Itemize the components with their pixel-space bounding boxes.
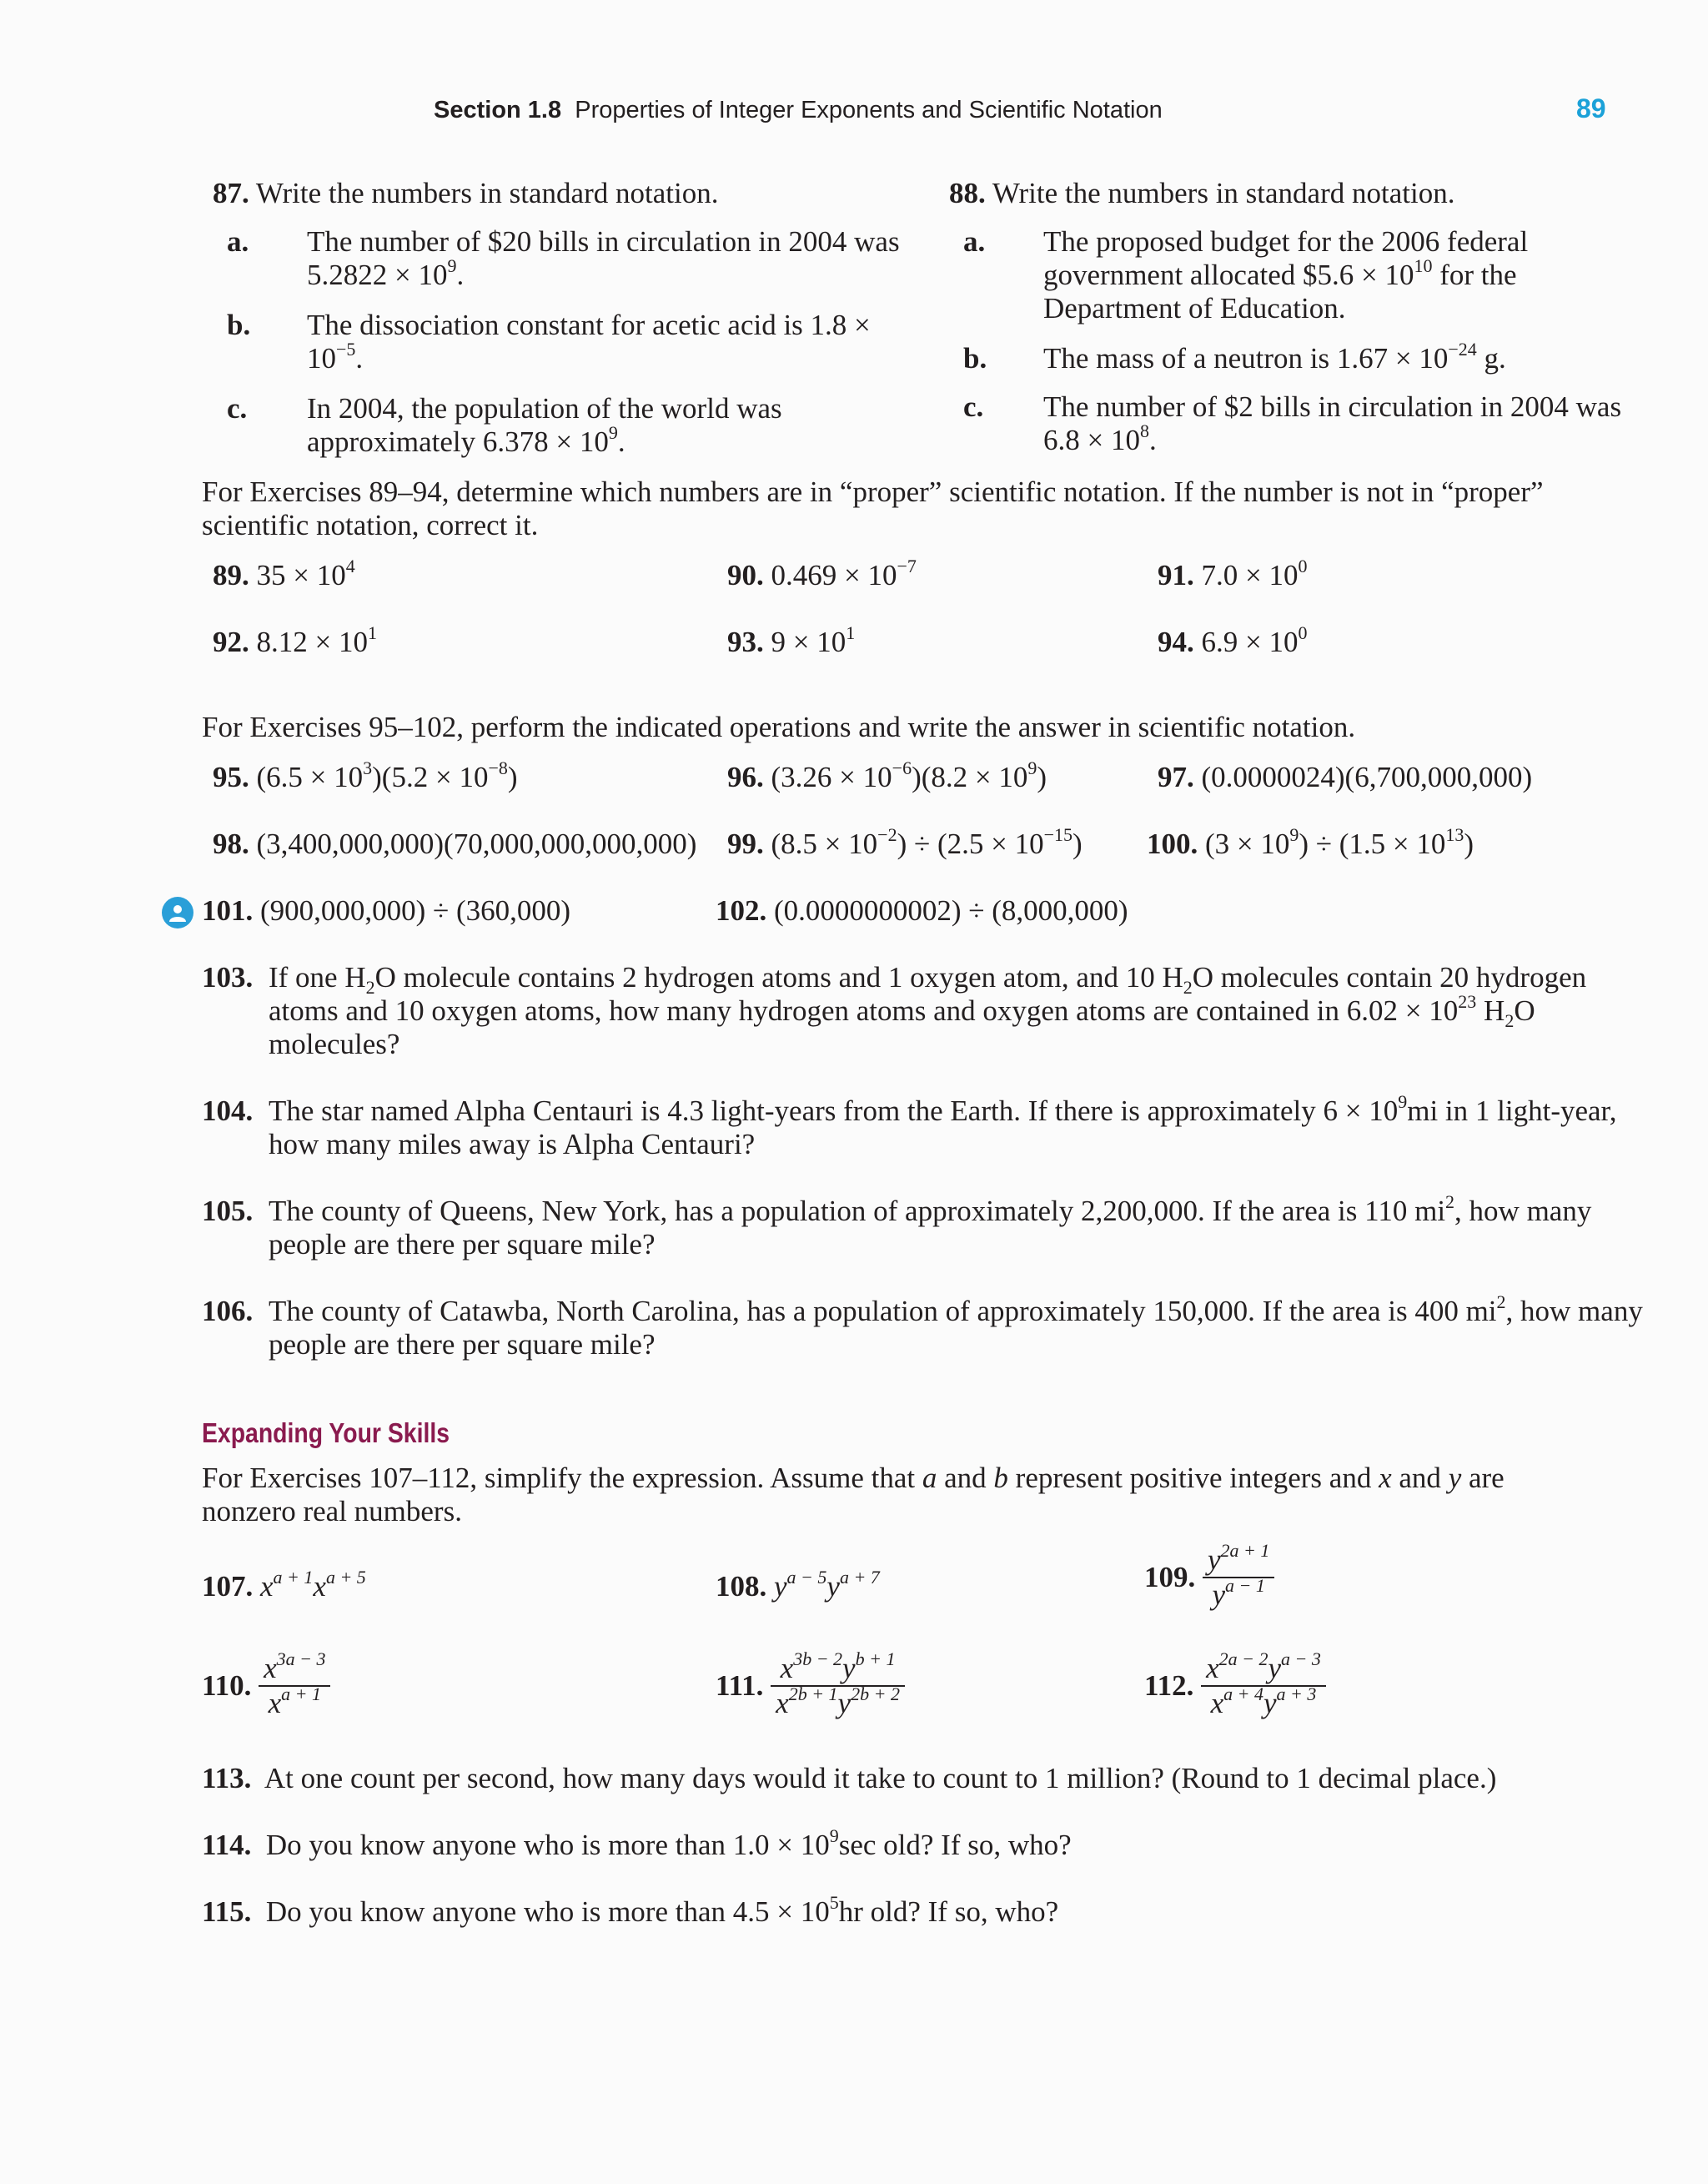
- part-end: .: [456, 259, 465, 291]
- exponent: −2: [877, 824, 897, 846]
- part-label: a.: [963, 225, 986, 258]
- exercise-number: 108.: [716, 1570, 767, 1603]
- text-part: O molecule contains 2 hydrogen atoms and 1 oxygen atom, and 10 H: [374, 961, 1183, 994]
- part-label: b.: [963, 342, 987, 375]
- exercise-94: [1158, 622, 1308, 659]
- subscript: 2: [1183, 977, 1193, 998]
- variable: x: [780, 1652, 794, 1684]
- exercise-90: [727, 556, 917, 592]
- expression: (0.0000000002) ÷ (8,000,000): [774, 894, 1128, 927]
- part-c: [963, 390, 1627, 457]
- exercise-text: Write the numbers in standard notation.: [992, 177, 1455, 209]
- expression: 6.9 × 10: [1201, 626, 1299, 658]
- exercise-number: 89.: [213, 559, 249, 591]
- expression: 9 × 10: [771, 626, 846, 658]
- variable: y: [1263, 1687, 1277, 1719]
- exercise-number: 97.: [1158, 761, 1194, 793]
- exercise-97: [1158, 761, 1532, 794]
- exercise-number: 94.: [1158, 626, 1194, 658]
- exponent: 2b + 1: [788, 1683, 838, 1705]
- variable: x: [776, 1687, 789, 1719]
- text-part: O molecules?: [269, 994, 1535, 1060]
- exercise-number: 91.: [1158, 559, 1194, 591]
- variable: a: [922, 1462, 937, 1494]
- denominator: [259, 1683, 330, 1719]
- exercise-number: 95.: [213, 761, 249, 793]
- exercise-103: [202, 961, 1645, 1061]
- exponent: −8: [488, 757, 508, 779]
- text-part: are nonzero real numbers.: [202, 1462, 1505, 1527]
- exercise-105: [202, 1191, 1670, 1261]
- exponent: 9: [447, 255, 457, 277]
- exponent: 3b − 2: [793, 1648, 843, 1670]
- part-text: The mass of a neutron is 1.67 × 10: [1043, 342, 1449, 375]
- text-part: , how many people are there per square mile?: [269, 1295, 1643, 1361]
- numerator: [771, 1648, 905, 1687]
- part-label: b.: [227, 309, 251, 341]
- expr-part: ): [507, 761, 518, 793]
- part-end: for the Department of Education.: [1043, 259, 1517, 325]
- text-part: O molecules contain 20 hydrogen atoms and 10 oxygen atoms, how many hydrogen atoms and oxygen atoms are contained in 6.02 × 10: [269, 961, 1587, 1027]
- variable: y: [1212, 1578, 1226, 1611]
- part-a: [227, 225, 907, 292]
- exercise-number: 100.: [1147, 828, 1198, 860]
- exercise-89: [213, 556, 355, 592]
- text-part: sec old? If so, who?: [838, 1829, 1072, 1861]
- exercise-number: 110.: [202, 1669, 252, 1702]
- denominator: [771, 1683, 905, 1719]
- exponent: −24: [1448, 339, 1477, 360]
- exponent: a + 4: [1223, 1683, 1263, 1705]
- part-c: [227, 392, 907, 459]
- exponent: 0: [1298, 556, 1308, 577]
- exponent: −15: [1043, 824, 1073, 846]
- exponent: 0: [1298, 622, 1308, 644]
- expression: (0.0000024)(6,700,000,000): [1201, 761, 1533, 793]
- person-icon: [167, 902, 188, 923]
- exponent: 2a − 2: [1218, 1648, 1268, 1670]
- exercise-91: [1158, 556, 1308, 592]
- exercise-number: 106.: [202, 1295, 254, 1327]
- expr-part: (3.26 × 10: [771, 761, 892, 793]
- expression: 0.469 × 10: [771, 559, 897, 591]
- exercise-number: 102.: [716, 894, 767, 927]
- exponent: −7: [897, 556, 917, 577]
- instructions-107-112: [202, 1462, 1603, 1528]
- variable: x: [268, 1687, 282, 1719]
- denominator: [1203, 1575, 1274, 1611]
- expression: 35 × 10: [256, 559, 346, 591]
- exponent: 2b + 2: [851, 1683, 900, 1705]
- exponent: 2: [1445, 1191, 1455, 1213]
- expr-part: ) ÷ (1.5 × 10: [1299, 828, 1446, 860]
- exercise-95: [213, 757, 518, 794]
- part-text: In 2004, the population of the world was approximately 6.378 × 10: [307, 392, 782, 458]
- part-text: The proposed budget for the 2006 federal government allocated $5.6 × 10: [1043, 225, 1529, 291]
- exponent: b + 1: [855, 1648, 896, 1670]
- exponent: 4: [345, 556, 355, 577]
- exercise-106: [202, 1291, 1670, 1361]
- text-part: The star named Alpha Centauri is 4.3 light-years from the Earth. If there is approximately 6 × 10: [269, 1095, 1399, 1127]
- exercise-110: [202, 1648, 330, 1719]
- exercise-number: 109.: [1144, 1561, 1196, 1593]
- part-end: .: [617, 425, 625, 458]
- exponent: 9: [608, 422, 618, 444]
- text-part: Do you know anyone who is more than 4.5 × 10: [265, 1895, 830, 1928]
- exponent: 9: [1398, 1091, 1408, 1113]
- exercise-number: 104.: [202, 1095, 254, 1127]
- exponent: a + 7: [839, 1567, 880, 1588]
- variable: y: [1448, 1462, 1462, 1494]
- variable: y: [826, 1570, 840, 1603]
- expr-part: )(8.2 × 10: [912, 761, 1028, 793]
- variable: y: [1268, 1652, 1282, 1684]
- exercise-number: 107.: [202, 1570, 254, 1603]
- expression: 8.12 × 10: [256, 626, 368, 658]
- text-part: H: [1476, 994, 1505, 1027]
- expr-part: ): [1464, 828, 1474, 860]
- exercise-number: 98.: [213, 828, 249, 860]
- exponent: a + 1: [281, 1683, 321, 1705]
- exponent: 13: [1445, 824, 1464, 846]
- expr-part: )(5.2 × 10: [372, 761, 489, 793]
- variable: y: [842, 1652, 856, 1684]
- exponent: 9: [1027, 757, 1037, 779]
- exercise-number: 90.: [727, 559, 764, 591]
- part-label: c.: [963, 390, 984, 423]
- exponent: 9: [829, 1825, 839, 1847]
- denominator: [1201, 1683, 1326, 1719]
- exponent: 3a − 3: [276, 1648, 326, 1670]
- exercise-number: 101.: [202, 894, 254, 927]
- exercise-number: 88.: [949, 177, 986, 209]
- exercise-99: [727, 824, 1083, 861]
- expr-part: ): [1073, 828, 1083, 860]
- part-end: g.: [1476, 342, 1506, 375]
- exercise-number: 87.: [213, 177, 249, 209]
- part-end: .: [355, 342, 364, 375]
- part-text: The dissociation constant for acetic acid is 1.8 × 10: [307, 309, 871, 375]
- exercise-number: 113.: [202, 1762, 252, 1794]
- exponent: a − 5: [786, 1567, 827, 1588]
- exponent: 8: [1140, 420, 1149, 442]
- running-header: [434, 93, 1163, 127]
- fraction: [1203, 1540, 1274, 1611]
- text-part: For Exercises 107–112, simplify the expression. Assume that: [202, 1462, 922, 1494]
- section-heading: Expanding Your Skills: [202, 1417, 450, 1448]
- text-part: If one H: [269, 961, 366, 994]
- part-b: [963, 339, 1627, 375]
- exercise-number: 96.: [727, 761, 764, 793]
- text-part: Do you know anyone who is more than 1.0 × 10: [265, 1829, 830, 1861]
- exercise-96: [727, 757, 1047, 794]
- exponent: 23: [1458, 991, 1477, 1013]
- text-part: and: [1391, 1462, 1449, 1494]
- numerator: [1203, 1540, 1274, 1578]
- expr-part: ): [1037, 761, 1047, 793]
- variable: x: [313, 1570, 326, 1603]
- exponent: 9: [1289, 824, 1299, 846]
- instructions-95-102: For Exercises 95–102, perform the indicated operations and write the answer in scientific notation.: [202, 711, 1356, 743]
- exercise-115: [202, 1892, 1059, 1929]
- video-tutorial-icon[interactable]: [162, 897, 193, 928]
- part-text: The number of $2 bills in circulation in 2004 was 6.8 × 10: [1043, 390, 1622, 456]
- exponent: a + 5: [325, 1567, 366, 1588]
- exercise-number: 103.: [202, 961, 254, 994]
- text-part: hr old? If so, who?: [838, 1895, 1059, 1928]
- expr-part: ) ÷ (2.5 × 10: [897, 828, 1044, 860]
- exercise-100: [1147, 824, 1474, 861]
- exercise-98: [213, 828, 696, 861]
- exercise-109: [1144, 1540, 1274, 1611]
- variable: x: [1210, 1687, 1224, 1719]
- exercise-114: [202, 1825, 1072, 1862]
- exercise-number: 93.: [727, 626, 764, 658]
- variable: x: [260, 1570, 274, 1603]
- exponent: a − 3: [1281, 1648, 1321, 1670]
- text-part: The county of Queens, New York, has a population of approximately 2,200,000. If the area is 110 mi: [269, 1195, 1446, 1227]
- variable: x: [1206, 1652, 1219, 1684]
- exponent: −6: [892, 757, 912, 779]
- text-part: The county of Catawba, North Carolina, has a population of approximately 150,000. If the area is 400 mi: [269, 1295, 1497, 1327]
- exponent: 2a + 1: [1220, 1540, 1270, 1562]
- part-text: The number of $20 bills in circulation in 2004 was 5.2822 × 10: [307, 225, 900, 291]
- exercise-104: [202, 1091, 1670, 1161]
- expression: (900,000,000) ÷ (360,000): [260, 894, 571, 927]
- expr-part: (6.5 × 10: [256, 761, 364, 793]
- variable: x: [264, 1652, 277, 1684]
- variable: y: [774, 1570, 787, 1603]
- exponent: a − 1: [1225, 1575, 1265, 1597]
- page-number: 89: [1576, 93, 1606, 123]
- exercise-number: 105.: [202, 1195, 254, 1227]
- exercise-number: 112.: [1144, 1669, 1194, 1702]
- text-part: and: [937, 1462, 994, 1494]
- exponent: 1: [368, 622, 377, 644]
- fraction: [771, 1648, 905, 1719]
- part-b: [227, 309, 907, 375]
- instructions-89-94: For Exercises 89–94, determine which numbers are in “proper” scientific notation. If the number is not in “proper” scientific notation, correct it.: [202, 476, 1544, 541]
- variable: y: [1208, 1543, 1221, 1576]
- exponent: 5: [829, 1892, 839, 1914]
- exercise-88: [949, 177, 1622, 457]
- exponent: 2: [1496, 1291, 1506, 1313]
- exponent: a + 1: [273, 1567, 314, 1588]
- part-label: c.: [227, 392, 248, 425]
- exercise-number: 114.: [202, 1829, 252, 1861]
- exercise-92: [213, 622, 377, 659]
- exponent: 3: [363, 757, 373, 779]
- numerator: [259, 1648, 330, 1687]
- subscript: 2: [365, 977, 375, 998]
- variable: x: [1379, 1462, 1392, 1494]
- part-a: [963, 225, 1627, 325]
- expression: (3,400,000,000)(70,000,000,000,000): [256, 828, 697, 860]
- fraction: [1201, 1648, 1326, 1719]
- exponent: −5: [336, 339, 356, 360]
- variable: y: [837, 1687, 851, 1719]
- numerator: [1201, 1648, 1326, 1687]
- exercise-102: [716, 894, 1128, 928]
- fraction: [259, 1648, 330, 1719]
- expression: 7.0 × 10: [1201, 559, 1299, 591]
- exponent: 10: [1414, 255, 1433, 277]
- text-part: represent positive integers and: [1007, 1462, 1379, 1494]
- text-part: , how many people are there per square mile?: [269, 1195, 1592, 1261]
- exercise-108: [716, 1567, 880, 1603]
- variable: b: [993, 1462, 1008, 1494]
- expr-part: (3 × 10: [1205, 828, 1290, 860]
- part-end: .: [1149, 424, 1157, 456]
- exercise-number: 92.: [213, 626, 249, 658]
- section-label: Section 1.8: [434, 97, 562, 123]
- section-title: Properties of Integer Exponents and Scientific Notation: [575, 97, 1163, 123]
- part-label: a.: [227, 225, 249, 258]
- exercise-text: Write the numbers in standard notation.: [255, 177, 719, 209]
- exercise-number: 115.: [202, 1895, 252, 1928]
- text-part: mi in 1 light-year, how many miles away is Alpha Centauri?: [269, 1095, 1617, 1160]
- exercise-112: [1144, 1648, 1326, 1719]
- exercise-text: At one count per second, how many days would it take to count to 1 million? (Round to 1 decimal place.): [264, 1762, 1497, 1794]
- exponent: a + 3: [1276, 1683, 1317, 1705]
- exercise-107: [202, 1567, 366, 1603]
- subscript: 2: [1505, 1010, 1515, 1031]
- expr-part: (8.5 × 10: [771, 828, 878, 860]
- exercise-87: [213, 177, 913, 459]
- exponent: 1: [846, 622, 856, 644]
- exercise-113: [202, 1762, 1496, 1795]
- exercise-number: 99.: [727, 828, 764, 860]
- exercise-111: [716, 1648, 905, 1719]
- exercise-93: [727, 622, 856, 659]
- exercise-101: [202, 894, 570, 928]
- exercise-number: 111.: [716, 1669, 764, 1702]
